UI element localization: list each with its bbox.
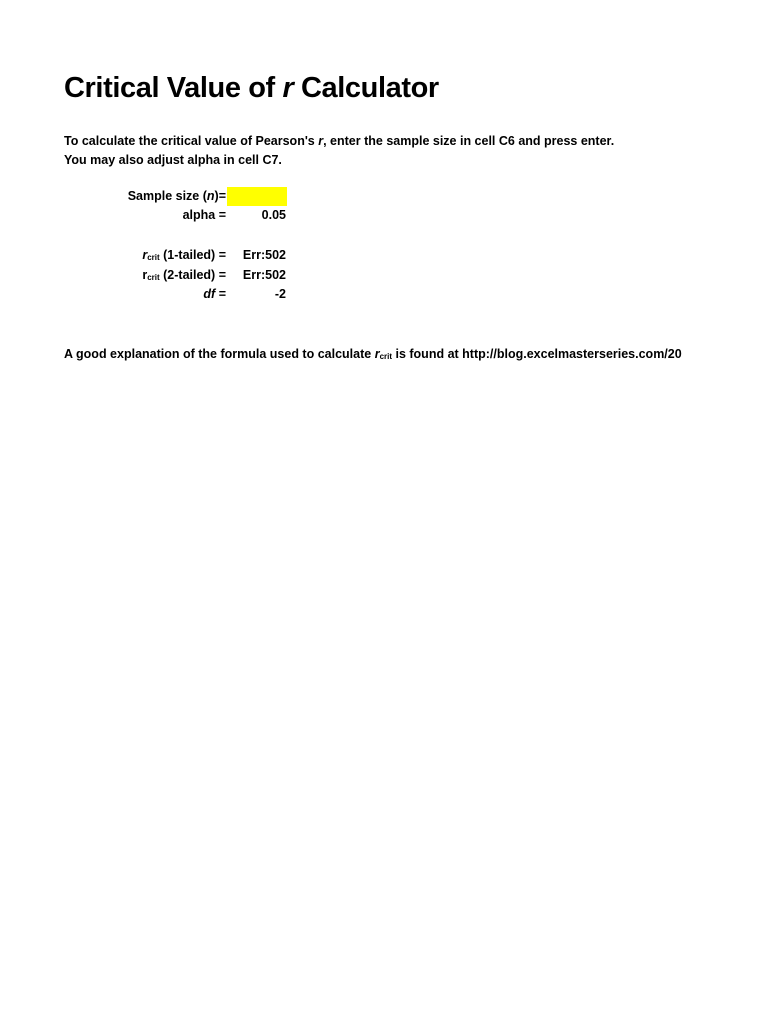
r-symbol: r	[142, 268, 148, 282]
alpha-row	[64, 206, 288, 225]
r-crit-one-tailed-value: Err:502	[242, 248, 286, 262]
two-tailed-text: (2-tailed) =	[159, 268, 226, 282]
sample-size-input[interactable]	[227, 187, 287, 206]
r-crit-two-tailed-label	[142, 266, 226, 287]
instructions-r-variable: r	[318, 134, 324, 148]
one-tailed-text: (1-tailed) =	[159, 248, 226, 262]
crit-subscript: crit	[147, 273, 160, 282]
instructions-line-1-end: , enter the sample size in cell C6 and press enter.	[323, 134, 615, 148]
df-equals: =	[215, 287, 226, 301]
sample-size-label	[128, 187, 226, 206]
crit-subscript: crit	[379, 352, 393, 361]
r-symbol: r	[142, 248, 148, 262]
instructions-line-1	[64, 132, 614, 151]
sample-size-row	[64, 187, 288, 206]
formula-reference	[64, 345, 682, 366]
sample-size-label-end: )=	[214, 189, 226, 203]
instructions-line-2: You may also adjust alpha in cell C7.	[64, 153, 282, 167]
title-suffix: Calculator	[293, 72, 439, 104]
r-crit-one-tailed-row	[64, 246, 288, 265]
title-variable: r	[282, 72, 294, 104]
alpha-label: alpha =	[182, 208, 226, 222]
r-crit-one-tailed-label	[142, 246, 226, 267]
df-label	[203, 285, 226, 304]
df-row	[64, 285, 288, 304]
formula-reference-start: A good explanation of the formula used to calculate	[64, 347, 375, 361]
sample-size-label-start: Sample size (	[127, 189, 207, 203]
instructions-line-1-start: To calculate the critical value of Pearson's	[64, 134, 319, 148]
formula-reference-link[interactable]: is found at http://blog.excelmasterseries.com/20	[392, 347, 682, 361]
r-symbol: r	[374, 347, 380, 361]
df-value: -2	[274, 287, 286, 301]
r-crit-two-tailed-row	[64, 266, 288, 285]
crit-subscript: crit	[147, 253, 160, 262]
alpha-value[interactable]: 0.05	[261, 208, 286, 222]
title-prefix: Critical Value of	[64, 72, 283, 104]
df-symbol: df	[203, 287, 216, 301]
instructions	[64, 132, 614, 170]
r-crit-two-tailed-value: Err:502	[242, 268, 286, 282]
page-title	[64, 72, 439, 105]
sample-size-label-var: n	[206, 189, 215, 203]
